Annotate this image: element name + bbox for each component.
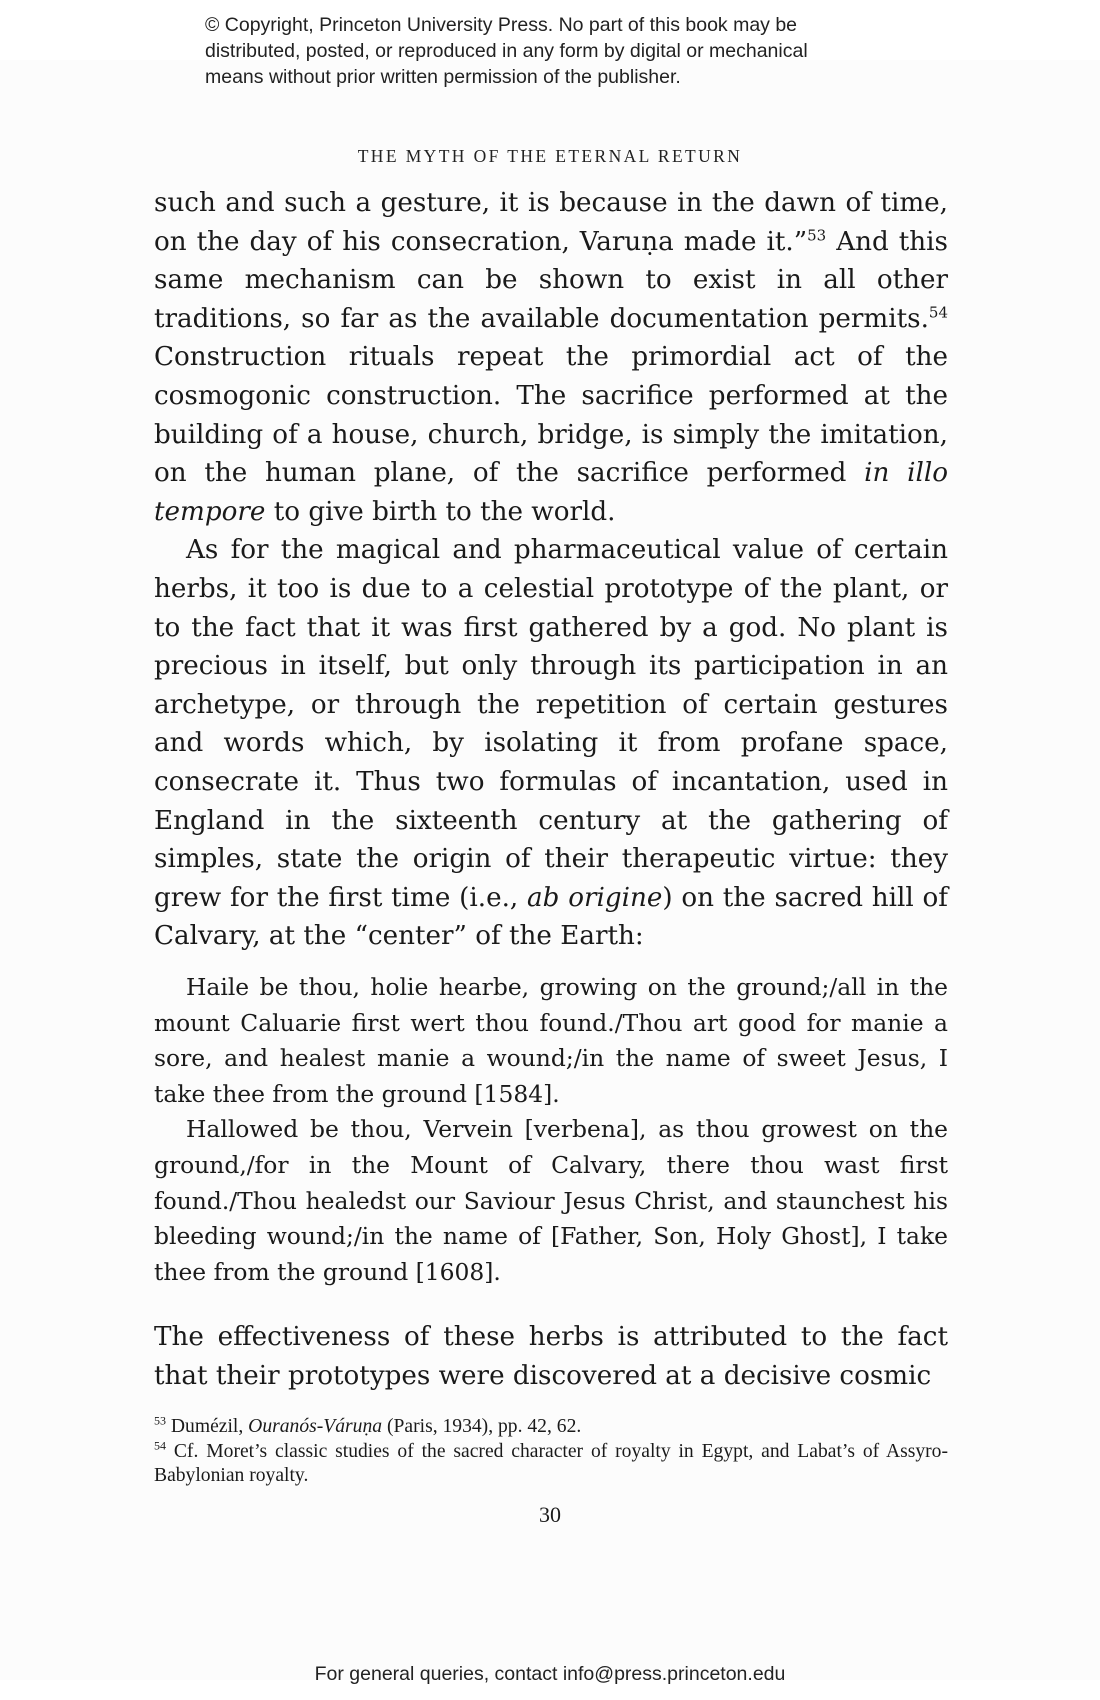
- text-run: (Paris, 1934), pp. 42, 62.: [382, 1416, 582, 1437]
- copyright-notice: [205, 12, 905, 90]
- incantation-quote: [154, 970, 948, 1290]
- page-number: 30: [539, 1502, 561, 1527]
- copyright-line: © Copyright, Princeton University Press. No part of this book may be: [205, 14, 798, 36]
- copyright-line: distributed, posted, or reproduced in any form by digital or mechanical: [205, 40, 808, 62]
- quote-paragraph: Hallowed be thou, Vervein [verbena], as thou growest on the ground,/for in the Mount of Calvary, there thou wast first found./Thou healedst our Saviour Jesus Christ, and staunchest his bleeding wound;/in the name of [Father, Son, Holy Ghost], I take thee from the ground [1608].: [154, 1115, 948, 1286]
- footnote-53: [154, 1415, 948, 1440]
- italic-phrase: ab origine: [527, 882, 663, 913]
- footnote-ref-53: 53: [807, 225, 827, 244]
- text-run: Dumézil,: [166, 1416, 249, 1437]
- body-text-continued: [154, 1318, 948, 1395]
- text-run: to give birth to the world.: [265, 496, 616, 527]
- quote-paragraph: Haile be thou, holie hearbe, growing on the ground;/all in the mount Caluarie first wert thou found./Thou art good for manie a sore, and healest manie a wound;/in the name of sweet Jesus, I take thee from the ground [1584].: [154, 973, 948, 1108]
- contact-line: For general queries, contact info@press.princeton.edu: [314, 1663, 786, 1685]
- footnote-ref-54: 54: [928, 303, 948, 322]
- text-run: such and such a gesture, it is because in the dawn of time, on the day of his consecration, Varuṇa made it.”: [154, 188, 948, 257]
- copyright-line: means without prior written permission of the publisher.: [205, 66, 681, 88]
- text-run: Construction rituals repeat the primordial act of the cosmogonic construction. The sacrifice performed at the building of a house, church, bridge, is simply the imitation, on the human plane, of the sacrifice performed: [154, 342, 948, 489]
- footnotes: [154, 1415, 948, 1489]
- paragraph: [154, 531, 948, 956]
- text-run: And this same mechanism can be shown to exist in all other traditions, so far as the available documentation permits.: [154, 226, 948, 334]
- italic-phrase: in illo tempore: [154, 458, 948, 527]
- italic-title: Ouranós-Váruṇa: [248, 1416, 383, 1437]
- footnote-number: 54: [154, 1438, 166, 1453]
- footnote-number: 53: [154, 1413, 166, 1428]
- text-run: As for the magical and pharmaceutical value of certain herbs, it too is due to a celestial prototype of the plant, or to the fact that it was first gathered by a god. No plant is precious in itself, but only through its participation in an archetype, or through the repetition of certain gestures and words which, by isolating it from profane space, consecrate it. Thus two formulas of incantation, used in England in the sixteenth century at the gathering of simples, state the origin of their therapeutic virtue: they grew for the first time (i.e.,: [154, 535, 948, 913]
- paragraph: [154, 184, 948, 531]
- footnote-54: [154, 1440, 948, 1489]
- body-text: [154, 184, 948, 956]
- running-head: THE MYTH OF THE ETERNAL RETURN: [357, 146, 743, 166]
- paragraph: The effectiveness of these herbs is attributed to the fact that their prototypes were discovered at a decisive cosmic: [154, 1322, 948, 1391]
- text-run: Cf. Moret’s classic studies of the sacred character of royalty in Egypt, and Labat’s of Assyro-Babylonian royalty.: [154, 1440, 948, 1487]
- text-run: ) on the sacred hill of Calvary, at the “center” of the Earth:: [154, 882, 948, 952]
